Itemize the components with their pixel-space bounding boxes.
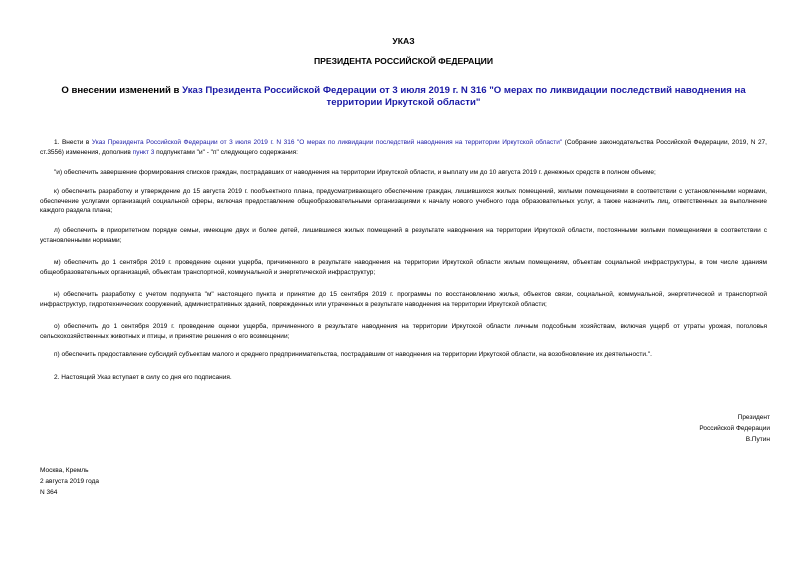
decree-heading: УКАЗ	[392, 36, 415, 46]
item-k: к) обеспечить разработку и утверждение до 15 августа 2019 г. пообъектного плана, предусматривающего обеспечение граждан, лишившихся жилых помещений, жилыми помещениями в соответствии с установленными нормами, обеспечение услугами организаций социальной сферы, включая предоставление общеобразовательными организациями к началу нового учебного года образовательных услуг, а также назначить лиц, ответственных за выполнение каждого раздела плана;	[40, 188, 767, 215]
item-o: о) обеспечить до 1 сентября 2019 г. проведение оценки ущерба, причиненного в результате наводнения на территории Иркутской области личным подсобным хозяйствам, включая ущерб от утраты урожая, поголовья сельскохозяйственных животных и птицы, и принятие решения о его возмещении;	[40, 323, 767, 340]
signing-place: Москва, Кремль	[40, 467, 89, 474]
amended-decree-inline-link[interactable]: Указ Президента Российской Федерации от 3 июля 2019 г. N 316 "О мерах по ликвидации последствий наводнения на территории Иркутской области"	[91, 139, 563, 146]
paragraph-1	[40, 138, 767, 157]
item-l: л) обеспечить в приоритетном порядке семьи, имеющие двух и более детей, лишившиеся жилых помещений в результате наводнения на территории Иркутской области, постоянными жилыми помещениями в соответствии с установленными нормами;	[40, 227, 767, 244]
decree-issuer: ПРЕЗИДЕНТА РОССИЙСКОЙ ФЕДЕРАЦИИ	[313, 56, 494, 66]
paragraph-1-suffix: подпунктами "и" - "п" следующего содержания:	[154, 148, 298, 156]
signature-title: Президент	[737, 414, 770, 421]
signature-office: Российской Федерации	[699, 425, 770, 432]
item-p: п) обеспечить предоставление субсидий субъектам малого и среднего предпринимательства, пострадавшим от наводнения на территории Иркутской области, на возобновление их деятельности.".	[54, 351, 652, 358]
document-title	[40, 85, 767, 109]
paragraph-2: 2. Настоящий Указ вступает в силу со дня его подписания.	[54, 374, 232, 381]
paragraph-1-middle: (Собрание законодательства Российской Федерации, 2019, N 27, ст.3556) изменения, дополнив	[40, 139, 767, 156]
item-i: "и) обеспечить завершение формирования списков граждан, пострадавших от наводнения на территории Иркутской области, и выплату им до 10 августа 2019 г. денежных средств в полном объеме;	[54, 169, 656, 176]
signature-name: В.Путин	[745, 436, 770, 443]
signing-date: 2 августа 2019 года	[40, 478, 99, 485]
title-prefix: О внесении изменений в	[61, 85, 183, 96]
decree-number: N 364	[40, 489, 58, 496]
item-n: н) обеспечить разработку с учетом подпункта "м" настоящего пункта и принятие до 15 сентября 2019 г. программы по восстановлению жилья, объектов связи, социальной, коммунальной, энергетической и транспортной инфраструктур, гидротехнических сооружений, административных зданий, поврежденных или утраченных в результате наводнения на территории Иркутской области;	[40, 291, 767, 308]
amended-decree-link[interactable]: Указ Президента Российской Федерации от 3 июля 2019 г. N 316 "О мерах по ликвидации последствий наводнения на территории Иркутской области"	[182, 85, 746, 108]
clause-3-link[interactable]: пункт 3	[132, 148, 155, 156]
paragraph-1-prefix: 1. Внести в	[54, 139, 92, 146]
item-m: м) обеспечить до 1 сентября 2019 г. проведение оценки ущерба, причиненного в результате наводнения на территории Иркутской области жилым помещениям, объектам социальной инфраструктуры, в том числе зданиям общеобразовательных организаций, объектам транспортной, коммунальной и энергетической инфраструктур;	[40, 259, 767, 276]
